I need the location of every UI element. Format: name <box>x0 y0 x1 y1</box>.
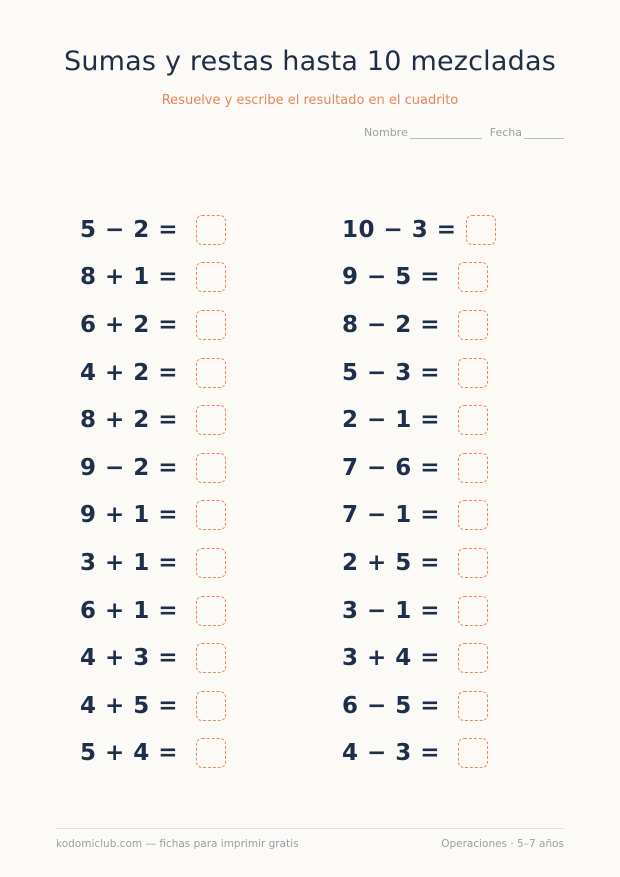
answer-box[interactable] <box>196 262 226 292</box>
problem-expression: 7 − 6 = <box>342 454 441 481</box>
answer-box[interactable] <box>458 548 488 578</box>
answer-box[interactable] <box>196 691 226 721</box>
answer-box[interactable] <box>196 215 226 245</box>
footer-divider <box>56 828 564 829</box>
date-line <box>524 138 564 139</box>
date-label: Fecha <box>489 126 522 139</box>
answer-box[interactable] <box>458 643 488 673</box>
answer-box[interactable] <box>458 453 488 483</box>
problem-row <box>80 730 226 778</box>
problem-expression: 5 − 3 = <box>342 359 441 386</box>
problem-row <box>342 301 496 349</box>
problem-row <box>342 634 496 682</box>
problem-expression: 3 + 1 = <box>80 549 179 576</box>
problem-expression: 8 + 2 = <box>80 407 179 434</box>
answer-box[interactable] <box>458 500 488 530</box>
problem-expression: 4 + 2 = <box>80 359 179 386</box>
instructions-subtitle: Resuelve y escribe el resultado en el cuadrito <box>161 93 459 108</box>
problem-row <box>80 587 226 635</box>
name-line <box>410 138 482 139</box>
problem-row <box>342 396 496 444</box>
problem-row <box>80 396 226 444</box>
problem-row <box>342 444 496 492</box>
problem-expression: 7 − 1 = <box>342 502 441 529</box>
answer-box[interactable] <box>458 596 488 626</box>
problem-row <box>80 539 226 587</box>
answer-box[interactable] <box>458 310 488 340</box>
problem-row <box>342 730 496 778</box>
answer-box[interactable] <box>196 405 226 435</box>
problem-expression: 2 + 5 = <box>342 549 441 576</box>
answer-box[interactable] <box>458 405 488 435</box>
problem-expression: 6 + 1 = <box>80 597 179 624</box>
problem-expression: 9 − 5 = <box>342 264 441 291</box>
problem-row <box>80 492 226 540</box>
problem-expression: 10 − 3 = <box>342 216 457 243</box>
problem-row <box>80 634 226 682</box>
answer-box[interactable] <box>466 215 496 245</box>
problem-row <box>80 254 226 302</box>
problem-expression: 8 + 1 = <box>80 264 179 291</box>
page-title: Sumas y restas hasta 10 mezcladas <box>64 46 556 77</box>
problem-expression: 3 + 4 = <box>342 645 441 672</box>
problem-row <box>342 254 496 302</box>
problem-row <box>80 682 226 730</box>
date-field[interactable] <box>490 126 564 139</box>
answer-box[interactable] <box>196 596 226 626</box>
problem-row <box>342 349 496 397</box>
student-info <box>364 126 564 139</box>
answer-box[interactable] <box>196 500 226 530</box>
problem-expression: 6 − 5 = <box>342 692 441 719</box>
problem-row <box>342 492 496 540</box>
problem-expression: 4 + 3 = <box>80 645 179 672</box>
problem-expression: 6 + 2 = <box>80 311 179 338</box>
right-problem-column <box>342 206 496 777</box>
answer-box[interactable] <box>196 643 226 673</box>
answer-box[interactable] <box>196 738 226 768</box>
answer-box[interactable] <box>458 738 488 768</box>
answer-box[interactable] <box>458 262 488 292</box>
problem-row <box>342 682 496 730</box>
footer-site-text: kodomiclub.com — fichas para imprimir gratis <box>56 838 299 850</box>
answer-box[interactable] <box>196 358 226 388</box>
problem-expression: 8 − 2 = <box>342 311 441 338</box>
footer-category-text: Operaciones · 5–7 años <box>441 838 564 850</box>
problem-expression: 4 − 3 = <box>342 740 441 767</box>
problem-row <box>80 301 226 349</box>
problem-expression: 9 + 1 = <box>80 502 179 529</box>
problem-row <box>80 444 226 492</box>
answer-box[interactable] <box>458 358 488 388</box>
problem-row <box>80 349 226 397</box>
problem-row <box>80 206 226 254</box>
problem-expression: 2 − 1 = <box>342 407 441 434</box>
problem-row <box>342 206 496 254</box>
left-problem-column <box>80 206 226 777</box>
problem-row <box>342 587 496 635</box>
answer-box[interactable] <box>196 310 226 340</box>
answer-box[interactable] <box>196 548 226 578</box>
answer-box[interactable] <box>458 691 488 721</box>
name-label: Nombre <box>364 126 408 139</box>
answer-box[interactable] <box>196 453 226 483</box>
problem-expression: 9 − 2 = <box>80 454 179 481</box>
problem-expression: 5 + 4 = <box>80 740 179 767</box>
name-field[interactable] <box>364 126 482 139</box>
problem-expression: 5 − 2 = <box>80 216 179 243</box>
problem-expression: 3 − 1 = <box>342 597 441 624</box>
problem-row <box>342 539 496 587</box>
problem-expression: 4 + 5 = <box>80 692 179 719</box>
